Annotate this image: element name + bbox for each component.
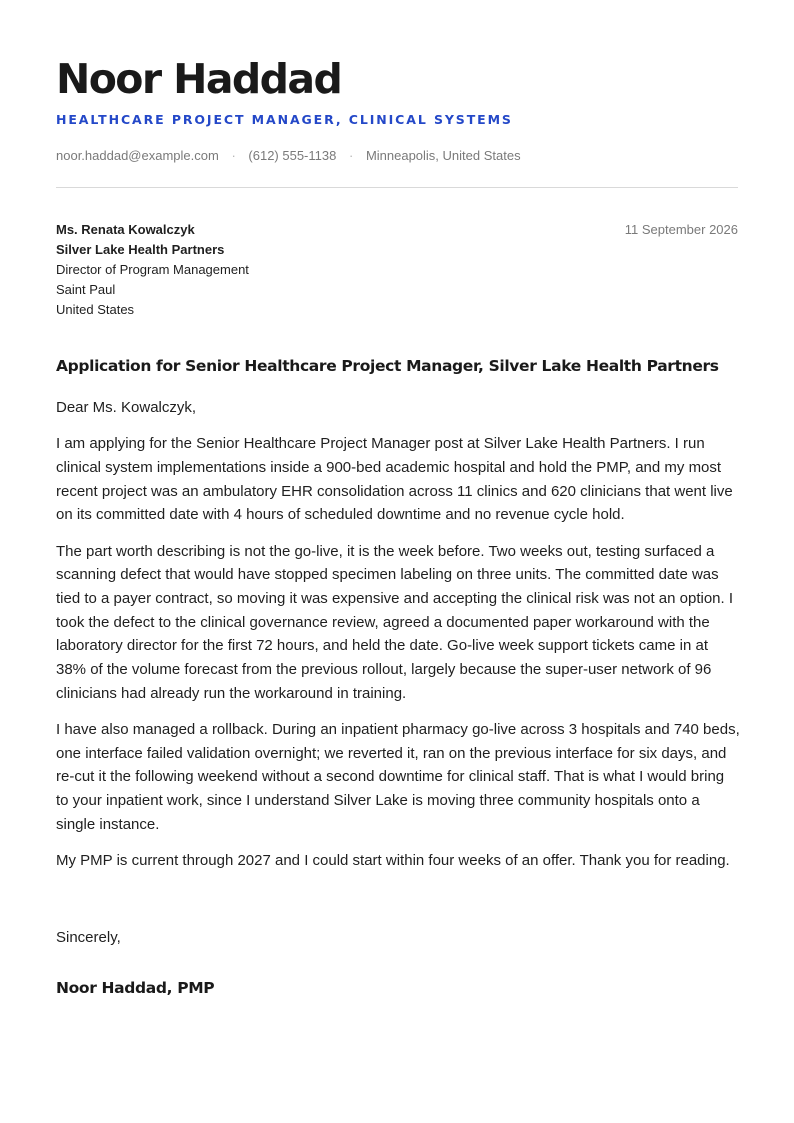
- letter-date: 11 September 2026: [624, 222, 738, 237]
- contact-separator: ·: [348, 148, 354, 163]
- contact-separator: ·: [231, 148, 236, 163]
- letter-body: [56, 396, 740, 885]
- contact-line: [56, 147, 521, 165]
- body-paragraph: My PMP is current through 2027 and I could start within four weeks of an offer. Thank you for reading.: [56, 851, 730, 869]
- letter-subject: Application for Senior Healthcare Project Manager, Silver Lake Health Partners: [56, 357, 719, 375]
- recipient-country: United States: [56, 302, 135, 317]
- closing: Sincerely,: [56, 929, 121, 946]
- recipient-name: Ms. Renata Kowalczyk: [56, 222, 195, 237]
- salutation: Dear Ms. Kowalczyk,: [56, 399, 197, 416]
- contact-location: Minneapolis, United States: [365, 148, 521, 163]
- header-divider: [56, 187, 738, 188]
- body-paragraph: I am applying for the Senior Healthcare Project Manager post at Silver Lake Health Partners. I run clinical system implementations inside a 900-bed academic hospital and hold the PMP, and my most recent project was an ambulatory EHR consolidation across 11 clinics and 620 clinicians that went live on its committed date with 4 hours of scheduled downtime and no revenue cycle hold.: [56, 435, 733, 524]
- contact-phone: (612) 555-1138: [248, 148, 337, 163]
- body-paragraph: The part worth describing is not the go-live, it is the week before. Two weeks out, testing surfaced a scanning defect that would have stopped specimen labeling on three units. The committed date was tied to a payer contract, so moving it was expensive and accepting the clinical risk was not an option. I took the defect to the clinical governance review, agreed a documented paper workaround with the laboratory director for the first 72 hours, and held the date. Go-live week support tickets came in at 38% of the volume forecast from the previous rollout, largely because the super-user network of 96 clinicians had already run the workaround in training.: [56, 542, 734, 702]
- signature: Noor Haddad, PMP: [56, 979, 215, 997]
- recipient-organization: Silver Lake Health Partners: [56, 242, 225, 257]
- recipient-city: Saint Paul: [56, 282, 116, 297]
- contact-email: noor.haddad@example.com: [56, 148, 219, 163]
- body-paragraph: I have also managed a rollback. During an inpatient pharmacy go-live across 3 hospitals and 740 beds, one interface failed validation overnight; we reverted it, ran on the previous interface for six days, and re-cut it the following weekend without a second downtime for clinical staff. That is what I would bring to your inpatient work, since I understand Silver Lake is moving three community hospitals onto a single instance.: [56, 720, 740, 833]
- recipient-title: Director of Program Management: [56, 262, 249, 277]
- recipient-block: [56, 220, 249, 320]
- sender-role: HEALTHCARE PROJECT MANAGER, CLINICAL SYSTEMS: [56, 112, 513, 127]
- sender-name: Noor Haddad: [56, 55, 342, 103]
